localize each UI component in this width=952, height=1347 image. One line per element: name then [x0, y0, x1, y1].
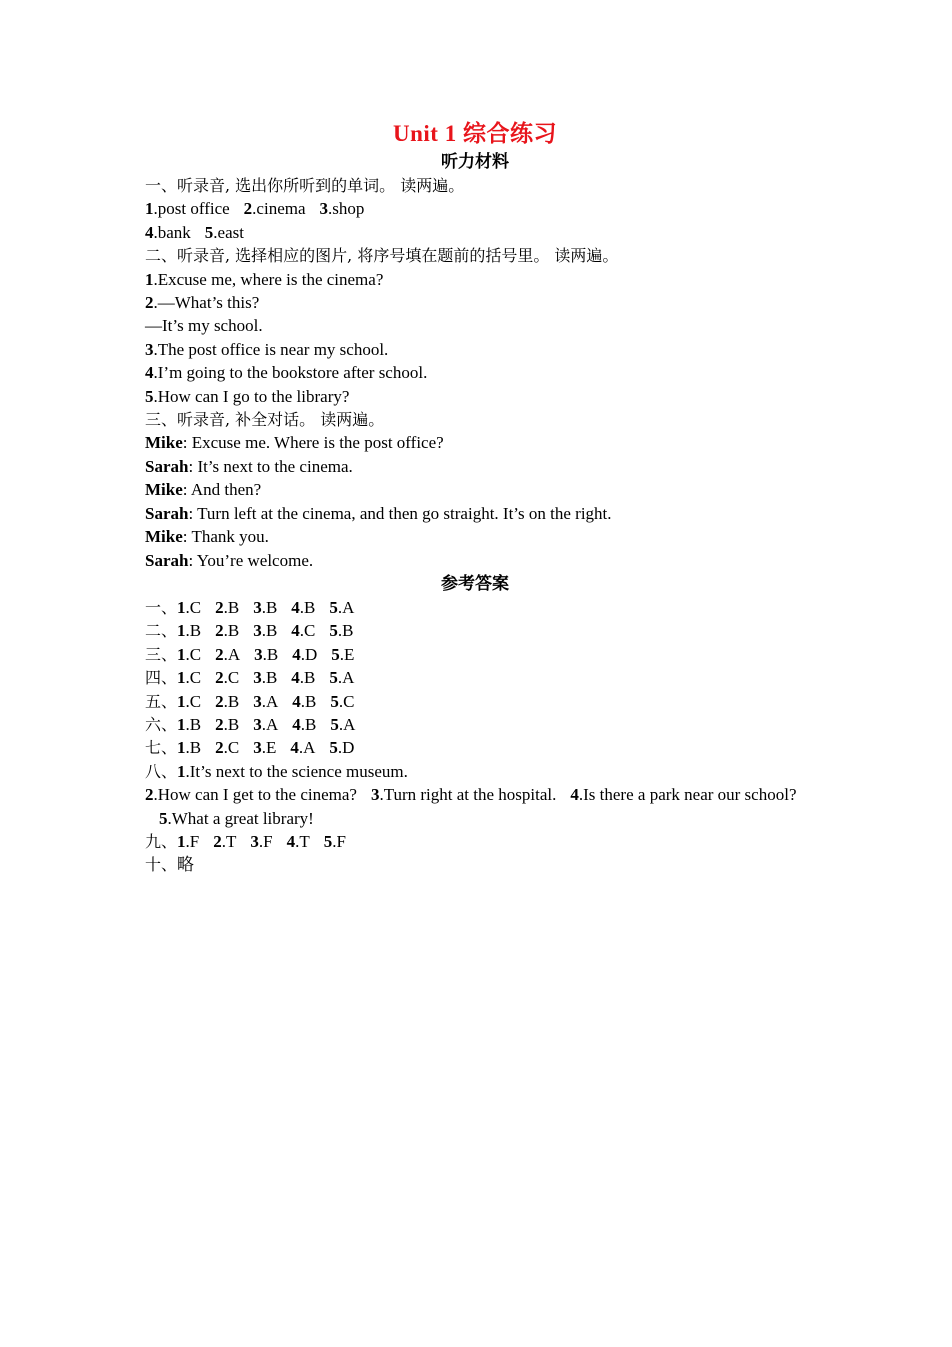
answer-row	[145, 736, 805, 759]
answer-row	[145, 690, 805, 713]
listening-item-text: .post office	[153, 199, 230, 219]
answer-key	[145, 596, 805, 877]
answer-item-text: .B	[223, 621, 240, 641]
dialogue-speaker: Mike	[145, 480, 183, 500]
answer-item-number: 2	[145, 785, 154, 805]
listening-item-text: .The post office is near my school.	[153, 339, 389, 359]
answer-item-text: .E	[339, 644, 355, 664]
answer-item-number: 5	[329, 597, 338, 617]
answer-item-number: 1	[177, 738, 186, 758]
answer-item-number: 3	[253, 714, 262, 734]
answer-item-text: .B	[299, 597, 316, 617]
answer-item-text: .A	[261, 714, 279, 734]
answer-item-number: 3	[253, 668, 262, 688]
answer-item-number: 5	[330, 691, 339, 711]
dialogue-speaker: Sarah	[145, 456, 189, 476]
answer-item-number: 4	[292, 691, 301, 711]
answer-item-text: .B	[185, 738, 202, 758]
answer-item-text: .D	[300, 644, 318, 664]
answer-item-text: .A	[298, 738, 316, 758]
answer-item-number: 5	[330, 714, 339, 734]
answer-item-text: .F	[258, 831, 273, 851]
listening-item-text: .—What’s this?	[153, 293, 260, 313]
answer-section-prefix: 八、	[145, 761, 178, 781]
answer-item-text: .B	[185, 621, 202, 641]
answer-item-number: 2	[215, 738, 224, 758]
answer-item-text: .B	[261, 597, 278, 617]
listening-item-number: 2	[243, 199, 253, 219]
listening-item-number: 1	[145, 199, 154, 219]
dialogue-speaker: Mike	[145, 433, 183, 453]
dialogue-line	[145, 478, 805, 501]
listening-item-text: .Excuse me, where is the cinema?	[153, 269, 384, 289]
dialogue-line	[145, 525, 805, 548]
answer-item-text: .C	[185, 691, 202, 711]
answer-item-text: .A	[337, 597, 355, 617]
answer-item-number: 4	[291, 597, 300, 617]
answer-item-text: .F	[185, 831, 200, 851]
answer-item-number: 5	[329, 738, 338, 758]
answer-item-text: .How can I get to the cinema?	[153, 785, 357, 805]
dialogue-text: : Excuse me. Where is the post office?	[182, 433, 444, 453]
answer-row	[145, 853, 805, 876]
answer-item-text: 略	[177, 855, 195, 875]
answer-item-text: .B	[223, 597, 240, 617]
answer-row	[145, 760, 805, 783]
listening-item-text: .bank	[153, 222, 191, 242]
answer-section-prefix: 十、	[145, 855, 178, 875]
answer-row	[145, 830, 805, 853]
listening-item-number: 1	[145, 269, 154, 289]
answer-item-number: 4	[292, 714, 301, 734]
answer-item-number: 2	[215, 714, 224, 734]
dialogue-line	[145, 431, 805, 454]
answer-item-text: .F	[332, 831, 346, 851]
answer-section-prefix: 一、	[145, 597, 178, 617]
answer-item-number: 4	[290, 738, 299, 758]
answer-item-text: .B	[299, 668, 316, 688]
answer-item-text: .A	[337, 668, 355, 688]
dialogue-speaker: Mike	[145, 527, 183, 547]
answer-item-text: .B	[261, 668, 278, 688]
dialogue-line	[145, 549, 805, 572]
answer-item-number: 1	[177, 597, 186, 617]
listening-item-number: 3	[319, 199, 329, 219]
document-title: Unit 1 综合练习	[393, 121, 557, 146]
listening-item-text: .I’m going to the bookstore after school.	[153, 363, 428, 383]
listening-item-text: .east	[213, 222, 244, 242]
dialogue-speaker: Sarah	[145, 503, 189, 523]
listening-item-number: 4	[145, 363, 154, 383]
answer-section-prefix: 六、	[145, 714, 178, 734]
answer-item-text: .Is there a park near our school?	[578, 785, 797, 805]
answer-item-text: .C	[223, 668, 240, 688]
answer-item-number: 5	[323, 831, 333, 851]
answer-row	[145, 643, 805, 666]
answer-item-number: 3	[253, 621, 262, 641]
answer-item-number: 5	[159, 808, 168, 828]
answer-row	[145, 783, 805, 830]
answer-item-number: 3	[254, 644, 263, 664]
listening-line	[145, 361, 805, 384]
answer-item-number: 1	[177, 761, 186, 781]
dialogue-speaker: Sarah	[145, 550, 189, 570]
answer-item-number: 2	[215, 668, 224, 688]
answers-heading: 参考答案	[441, 573, 509, 594]
answer-item-number: 2	[215, 597, 224, 617]
listening-item-text: —It’s my school.	[145, 316, 263, 336]
answer-item-number: 2	[213, 831, 222, 851]
listening-line	[145, 385, 805, 408]
answer-item-number: 3	[370, 785, 380, 805]
dialogue-line	[145, 455, 805, 478]
answer-item-number: 1	[177, 644, 186, 664]
dialogue-text: : And then?	[182, 480, 262, 500]
answer-row	[145, 666, 805, 689]
answer-item-number: 3	[250, 831, 259, 851]
listening-item-number: 5	[145, 386, 154, 406]
listening-line	[145, 221, 805, 244]
answer-item-number: 4	[292, 644, 301, 664]
answer-item-text: .B	[262, 644, 279, 664]
listening-line	[145, 338, 805, 361]
listening-item-number: 5	[204, 222, 214, 242]
listening-material	[145, 174, 805, 572]
listening-line	[145, 314, 805, 337]
dialogue-line	[145, 502, 805, 525]
answer-item-text: .C	[223, 738, 240, 758]
listening-line	[145, 268, 805, 291]
section-instruction: 三、听录音, 补全对话。 读两遍。	[145, 410, 385, 430]
answer-item-text: .C	[185, 644, 202, 664]
answer-item-text: .B	[337, 621, 354, 641]
answer-item-text: .T	[221, 831, 237, 851]
answer-item-number: 3	[253, 691, 262, 711]
answer-item-text: .A	[338, 714, 356, 734]
answer-item-number: 1	[177, 691, 186, 711]
answer-item-number: 1	[177, 831, 186, 851]
listening-item-number: 4	[145, 222, 154, 242]
answer-item-number: 2	[215, 644, 224, 664]
listening-heading: 听力材料	[441, 152, 509, 172]
section-instruction: 二、听录音, 选择相应的图片, 将序号填在题前的括号里。 读两遍。	[145, 246, 619, 266]
answer-item-number: 5	[329, 621, 338, 641]
answer-item-text: .What a great library!	[167, 808, 314, 828]
dialogue-text: : It’s next to the cinema.	[188, 456, 353, 476]
answer-item-number: 5	[331, 644, 340, 664]
dialogue-text: : Turn left at the cinema, and then go straight. It’s on the right.	[188, 503, 612, 523]
answer-item-number: 4	[291, 621, 300, 641]
listening-item-number: 2	[145, 293, 154, 313]
answer-item-text: .D	[337, 738, 355, 758]
answer-section-prefix: 二、	[145, 621, 178, 641]
answer-item-number: 4	[286, 831, 296, 851]
answer-item-number: 4	[570, 785, 579, 805]
answer-item-text: .A	[261, 691, 279, 711]
answer-item-text: .Turn right at the hospital.	[379, 785, 557, 805]
listening-item-text: .cinema	[252, 199, 306, 219]
answer-item-number: 4	[291, 668, 300, 688]
answer-section-prefix: 三、	[145, 644, 178, 664]
listening-item-number: 3	[145, 339, 154, 359]
answer-item-number: 1	[177, 714, 186, 734]
answer-item-number: 1	[177, 621, 186, 641]
answer-item-text: .B	[261, 621, 278, 641]
answer-item-number: 3	[253, 597, 262, 617]
answer-item-text: .C	[185, 668, 202, 688]
answer-item-text: .B	[223, 714, 240, 734]
answer-item-number: 1	[177, 668, 186, 688]
answer-item-text: .C	[299, 621, 316, 641]
answer-item-number: 3	[253, 738, 262, 758]
answer-row	[145, 713, 805, 736]
answer-item-text: .T	[295, 831, 310, 851]
answer-section-prefix: 四、	[145, 668, 178, 688]
listening-item-text: .shop	[328, 199, 365, 219]
answer-item-number: 2	[215, 621, 224, 641]
listening-item-text: .How can I go to the library?	[153, 386, 350, 406]
answer-item-text: .B	[300, 691, 317, 711]
section-instruction: 一、听录音, 选出你所听到的单词。 读两遍。	[145, 176, 465, 195]
dialogue-text: : You’re welcome.	[188, 550, 314, 570]
answer-item-text: .B	[223, 691, 240, 711]
answer-section-prefix: 九、	[145, 831, 178, 851]
dialogue-text: : Thank you.	[182, 527, 269, 547]
listening-line	[145, 197, 805, 220]
answer-item-number: 2	[215, 691, 224, 711]
listening-line	[145, 291, 805, 314]
answer-item-text: .B	[300, 714, 317, 734]
answer-item-text: .E	[261, 738, 277, 758]
answer-section-prefix: 七、	[145, 738, 178, 758]
answer-item-text: .B	[185, 714, 202, 734]
answer-row	[145, 596, 805, 619]
answer-item-text: .It’s next to the science museum.	[185, 761, 408, 781]
answer-item-text: .A	[223, 644, 241, 664]
document-page	[145, 118, 805, 877]
answer-section-prefix: 五、	[145, 691, 178, 711]
answer-item-number: 5	[329, 668, 338, 688]
answer-item-text: .C	[185, 597, 202, 617]
answer-row	[145, 619, 805, 642]
answer-item-text: .C	[338, 691, 355, 711]
